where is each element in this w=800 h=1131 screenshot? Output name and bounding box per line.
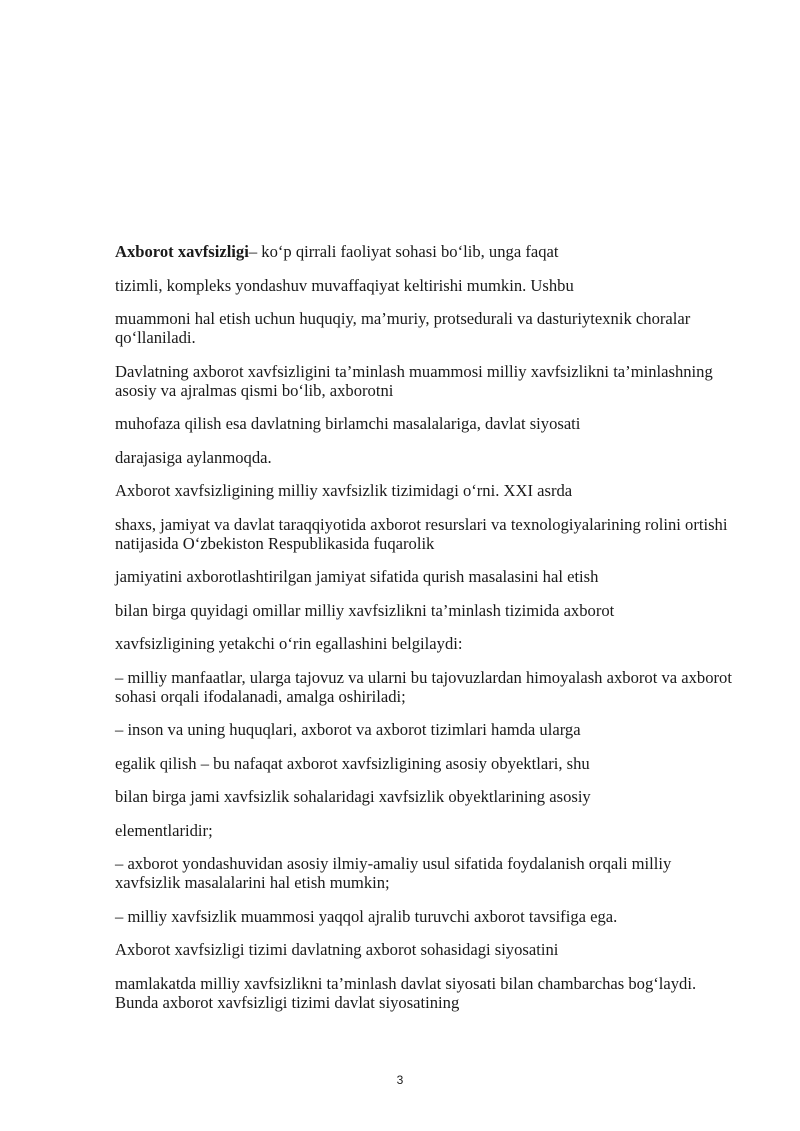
paragraph-line: shaxs, jamiyat va davlat taraqqiyotida axborot resurslari va texnologiyalarining rolini ortishi natijasida O‘zbekiston Respublikasida fuqarolik [115,514,728,553]
paragraph-line: – ko‘p qirrali faoliyat sohasi bo‘lib, unga faqat [248,242,559,261]
paragraph-line: elementlaridir; [115,820,213,840]
document-body [115,242,735,1026]
page-number: 3 [396,1073,404,1087]
paragraph-line: darajasiga aylanmoqda. [115,447,272,467]
paragraph-line: jamiyatini axborotlashtirilgan jamiyat sifatida qurish masalasini hal etish [115,567,599,586]
paragraph-line: mamlakatda milliy xavfsizlikni ta’minlash davlat siyosati bilan chambarchas bog‘laydi. Bunda axborot xavfsizligi tizimi davlat siyosatining [115,973,697,1012]
paragraph-line: xavfsizligining yetakchi o‘rin egallashini belgilaydi: [115,634,463,653]
paragraph-line: – inson va uning huquqlari, axborot va axborot tizimlari hamda ularga [115,720,581,739]
paragraph-line: – milliy xavfsizlik muammosi yaqqol ajralib turuvchi axborot tavsifiga ega. [115,906,618,926]
paragraph-line: tizimli, kompleks yondashuv muvaffaqiyat keltirishi mumkin. Ushbu [115,275,574,295]
paragraph-line: Axborot xavfsizligining milliy xavfsizlik tizimidagi o‘rni. XXI asrda [115,481,573,500]
paragraph-line: bilan birga jami xavfsizlik sohalaridagi xavfsizlik obyektlarining asosiy [115,787,591,806]
paragraph-line: – axborot yondashuvidan asosiy ilmiy-amaliy usul sifatida foydalanish orqali milliy xavfsizlik masalalarini hal etish mumkin; [115,854,672,892]
paragraph-line: Davlatning axborot xavfsizligini ta’minlash muammosi milliy xavfsizlikni ta’minlashning asosiy va ajralmas qismi bo‘lib, axborotni [115,361,713,400]
paragraph-line: egalik qilish – bu nafaqat axborot xavfsizligining asosiy obyektlari, shu [115,753,590,773]
paragraph-line: muhofaza qilish esa davlatning birlamchi masalalariga, davlat siyosati [115,414,581,433]
paragraph-line: Axborot xavfsizligi tizimi davlatning axborot sohasidagi siyosatini [115,940,559,959]
bold-term: Axborot xavfsizligi [115,242,249,261]
paragraph-line: – milliy manfaatlar, ularga tajovuz va ularni bu tajovuzlardan himoyalash axborot va axborot sohasi orqali ifodalanadi, amalga oshiriladi; [115,667,732,706]
paragraph-line: bilan birga quyidagi omillar milliy xavfsizlikni ta’minlash tizimida axborot [115,600,615,620]
paragraph-line: muammoni hal etish uchun huquqiy, ma’muriy, protsedurali va dasturiytexnik choralar qo‘llaniladi. [115,309,691,347]
paragraph-lead [115,242,735,261]
